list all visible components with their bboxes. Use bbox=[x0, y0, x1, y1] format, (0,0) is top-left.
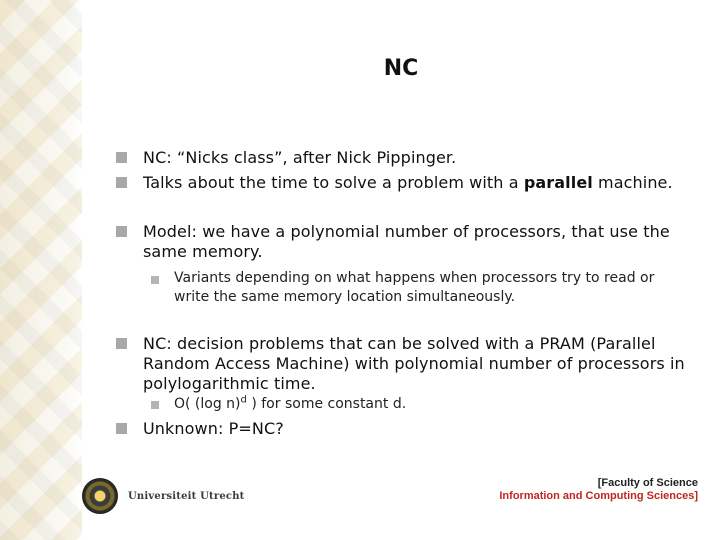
sub-bullet-marker bbox=[151, 276, 159, 284]
decorative-left-strip bbox=[0, 0, 82, 540]
bullet-text: Unknown: P=NC? bbox=[143, 419, 284, 438]
sub-bullet-text-part: ) for some constant d. bbox=[246, 396, 407, 412]
bullet-marker bbox=[116, 226, 127, 237]
bullet-emphasis: parallel bbox=[523, 173, 593, 192]
university-seal-icon bbox=[82, 478, 118, 514]
sub-bullet-text-part: O( (log n) bbox=[174, 396, 241, 412]
bullet-text: NC: “Nicks class”, after Nick Pippinger. bbox=[143, 148, 457, 167]
bullet-marker bbox=[116, 338, 127, 349]
bullet-text-part: Talks about the time to solve a problem with a bbox=[143, 173, 524, 192]
faculty-name: [Faculty of Science bbox=[597, 477, 698, 489]
faculty-branding bbox=[499, 477, 698, 503]
sub-bullet-marker bbox=[151, 401, 159, 409]
university-branding bbox=[82, 478, 245, 514]
sub-bullet-text: Variants depending on what happens when processors try to read or write the same memory location simultaneously. bbox=[174, 270, 655, 305]
bullet-text: Model: we have a polynomial number of processors, that use the same memory. bbox=[143, 222, 670, 261]
bullet-text-part: machine. bbox=[592, 173, 673, 192]
superscript: d bbox=[240, 394, 247, 406]
bullet-marker bbox=[116, 423, 127, 434]
sub-bullet-text bbox=[174, 395, 684, 414]
bullet-text: NC: decision problems that can be solved with a PRAM (Parallel Random Access Machine) with polynomial number of processors in polylogarithmic time. bbox=[143, 334, 685, 393]
bullet-text bbox=[143, 173, 693, 193]
institute-name: Information and Computing Sciences] bbox=[499, 490, 698, 502]
bullet-marker bbox=[116, 177, 127, 188]
bullet-marker bbox=[116, 152, 127, 163]
slide-title: NC bbox=[383, 56, 419, 81]
university-name: Universiteit Utrecht bbox=[128, 490, 245, 502]
